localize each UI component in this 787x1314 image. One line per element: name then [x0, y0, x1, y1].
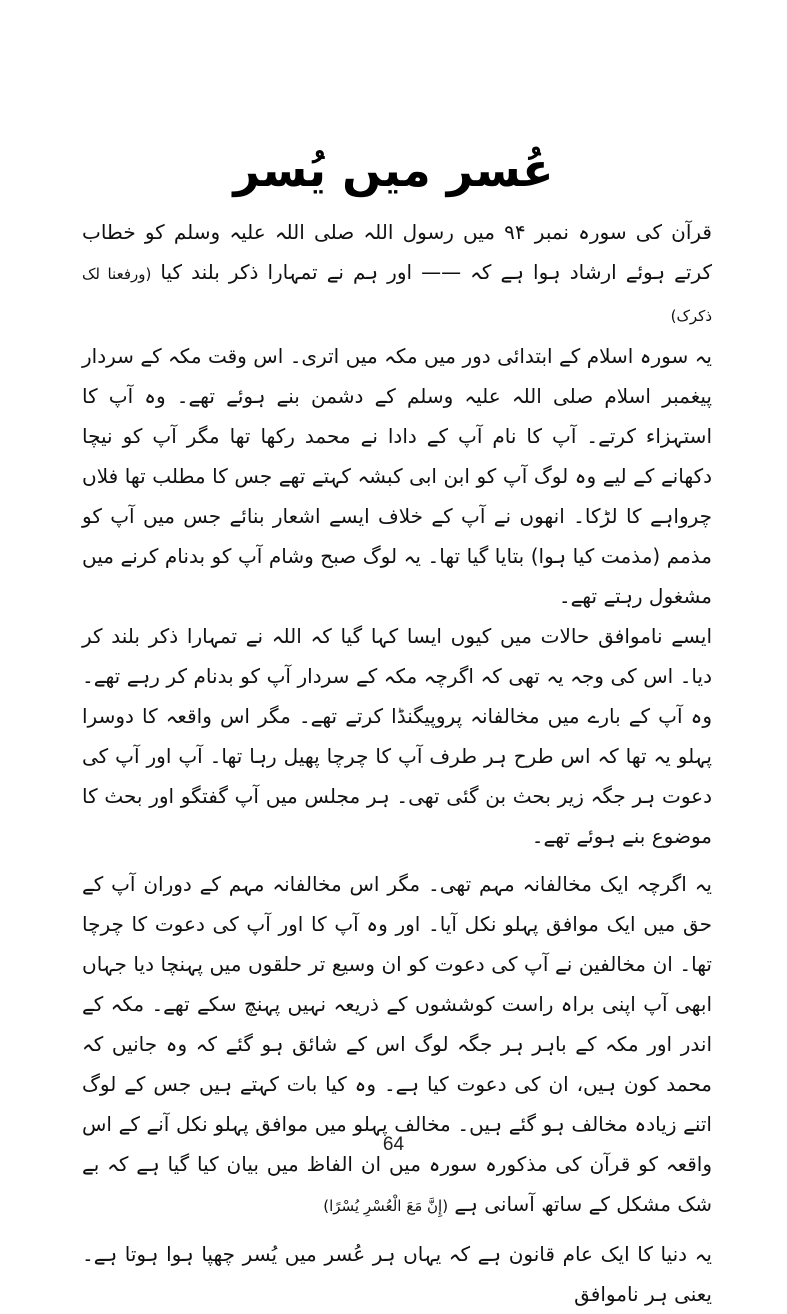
- paragraph-1: [82, 212, 712, 336]
- paragraph-1-verse: (ورفعنا لک ذکرک): [82, 265, 712, 325]
- paragraph-5: یہ دنیا کا ایک عام قانون ہے کہ یہاں ہر عُسر میں یُسر چھپا ہوا ہوتا ہے۔ یعنی ہر ناموافق: [82, 1242, 712, 1306]
- paragraph-4-text: یہ اگرچہ ایک مخالفانہ مہم تھی۔ مگر اس مخالفانہ مہم کے دوران آپ کے حق میں ایک موافق پہلو نکل آیا۔ اور وہ آپ کا اور آپ کی دعوت کا چرچا تھا۔ ان مخالفین نے آپ کی دعوت کو ان وسیع تر حلقوں میں پہنچا دیا جہاں ابھی آپ اپنی براہ راست کوششوں کے ذریعہ نہیں پہنچ سکے تھے۔ مکہ کے اندر اور مکہ کے باہر ہر جگہ لوگ اس کے شائق ہو گئے کہ وہ جانیں کہ محمد کون ہیں، ان کی دعوت کیا ہے۔ وہ کیا بات کہتے ہیں جس کے لوگ اتنے زیادہ مخالف ہو گئے ہیں۔ مخالف پہلو میں موافق پہلو نکل آنے کے اس واقعہ کو قرآن کی مذکورہ سورہ میں ان الفاظ میں بیان کیا گیا ہے کہ بے شک مشکل کے ساتھ آسانی ہے: [82, 872, 712, 1216]
- page-number: 64: [382, 1134, 405, 1155]
- paragraph-2: یہ سورہ اسلام کے ابتدائی دور میں مکہ میں اتری۔ اس وقت مکہ کے سردار پیغمبر اسلام صلی اللہ علیہ وسلم کے دشمن بنے ہوئے تھے۔ وہ آپ کا استہزاء کرتے۔ آپ کا نام آپ کے دادا نے محمد رکھا تھا مگر آپ کو نیچا دکھانے کے لیے وہ لوگ آپ کو ابن ابی کبشہ کہتے تھے جس کا مطلب تھا فلاں چرواہے کا لڑکا۔ انھوں نے آپ کے خلاف ایسے اشعار بنائے جس میں آپ کو مذمم (مذمت کیا ہوا) بتایا گیا تھا۔ یہ لوگ صبح وشام آپ کو بدنام کرنے میں مشغول رہتے تھے۔: [82, 344, 712, 608]
- paragraph-4-verse: (إِنَّ مَعَ الْعُسْرِ يُسْرًا): [323, 1197, 449, 1215]
- paragraph-1-text: قرآن کی سورہ نمبر ۹۴ میں رسول اللہ صلی اللہ علیہ وسلم کو خطاب کرتے ہوئے ارشاد ہوا ہے کہ —— اور ہم نے تمہارا ذکر بلند کیا: [82, 220, 712, 284]
- paragraph-4: [82, 864, 712, 1226]
- paragraph-3: ایسے ناموافق حالات میں کیوں ایسا کہا گیا کہ اللہ نے تمہارا ذکر بلند کر دیا۔ اس کی وجہ یہ تھی کہ اگرچہ مکہ کے سردار آپ کو بدنام کر رہے تھے۔ وہ آپ کے بارے میں مخالفانہ پروپیگنڈا کرتے تھے۔ مگر اس واقعہ کا دوسرا پہلو یہ تھا کہ اس طرح ہر طرف آپ کا چرچا پھیل رہا تھا۔ آپ اور آپ کی دعوت ہر جگہ زیر بحث بن گئی تھی۔ ہر مجلس میں آپ گفتگو اور بحث کا موضوع بنے ہوئے تھے۔: [82, 624, 712, 848]
- page-title: عُسر میں یُسر: [233, 143, 554, 197]
